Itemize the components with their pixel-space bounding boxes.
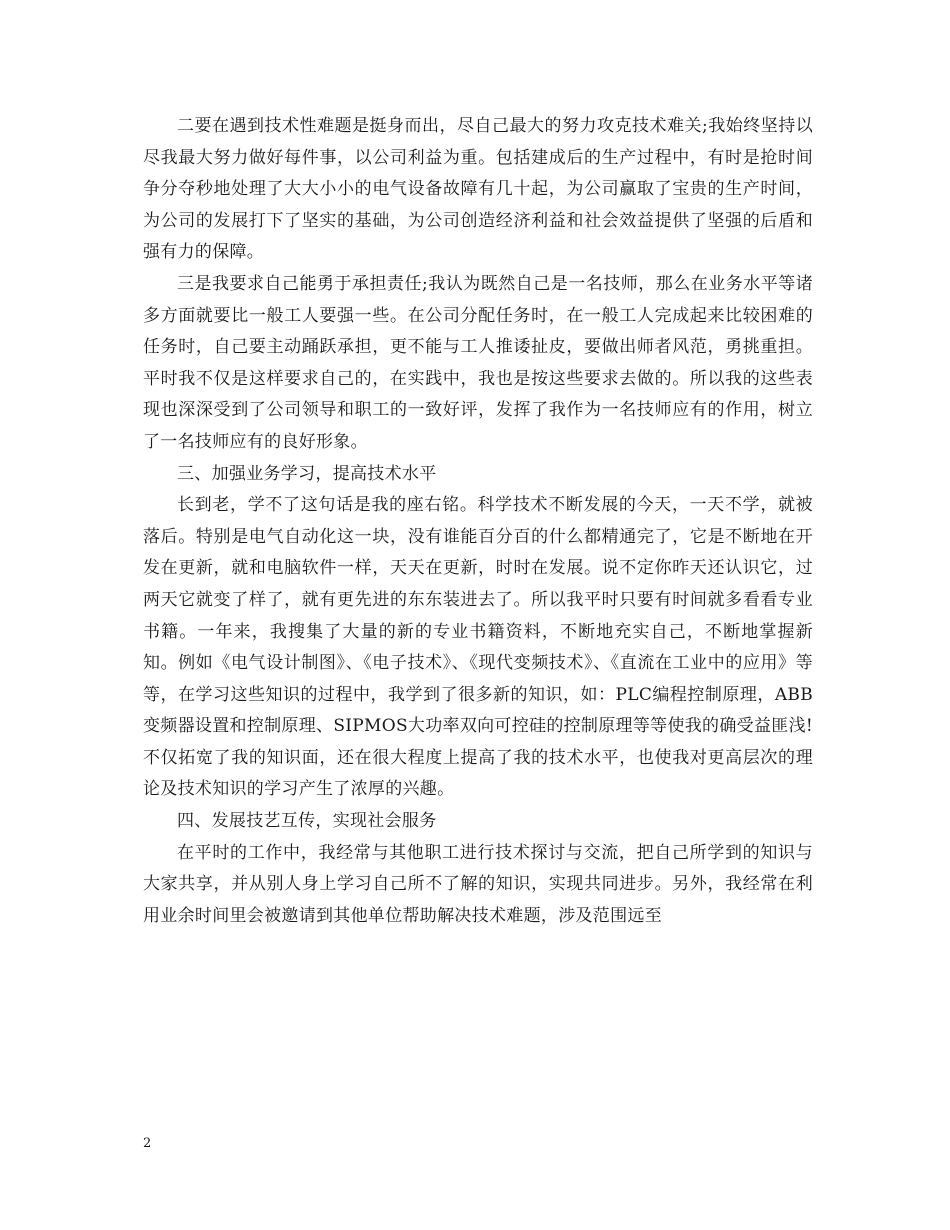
page-number: 2 xyxy=(143,1136,152,1151)
section-heading-social-service: 四、发展技艺互传，实现社会服务 xyxy=(177,811,437,832)
section-heading-study: 三、加强业务学习，提高技术水平 xyxy=(177,463,437,484)
document-body xyxy=(143,111,813,932)
paragraph-responsibility: 三是我要求自己能勇于承担责任;我认为既然自己是一名技师，那么在业务水平等诸多方面就要比一般工人要强一些。在公司分配任务时，在一般工人完成起来比较困难的任务时，自己要主动踊跃承担，更不能与工人推诿扯皮，要做出师者风范，勇挑重担。平时我不仅是这样要求自己的，在实践中，我也是按这些要求去做的。所以我的这些表现也深深受到了公司领导和职工的一致好评，发挥了我作为一名技师应有的作用，树立了一名技师应有的良好形象。 xyxy=(143,273,813,452)
paragraph-technical-problems: 二要在遇到技术性难题是挺身而出，尽自己最大的努力攻克技术难关;我始终坚持以尽我最大努力做好每件事，以公司利益为重。包括建成后的生产过程中，有时是抢时间争分夺秒地处理了大大小小的电气设备故障有几十起，为公司赢取了宝贵的生产时间，为公司的发展打下了坚实的基础，为公司创造经济利益和社会效益提供了坚强的后盾和强有力的保障。 xyxy=(143,116,813,263)
paragraph-knowledge-sharing: 在平时的工作中，我经常与其他职工进行技术探讨与交流，把自己所学到的知识与大家共享，并从别人身上学习自己所不了解的知识，实现共同进步。另外，我经常在利用业余时间里会被邀请到其他单位帮助解决技术难题，涉及范围远至 xyxy=(143,842,813,926)
paragraph-lifelong-learning: 长到老，学不了这句话是我的座右铭。科学技术不断发展的今天，一天不学，就被落后。特别是电气自动化这一块，没有谁能百分百的什么都精通完了，它是不断地在开发在更新，就和电脑软件一样，天天在更新，时时在发展。说不定你昨天还认识它，过两天它就变了样了，就有更先进的东东装进去了。所以我平时只要有时间就多看看专业书籍。一年来，我搜集了大量的新的专业书籍资料，不断地充实自己，不断地掌握新知。例如《电气设计制图》、《电子技术》、《现代变频技术》、《直流在工业中的应用》等等，在学习这些知识的过程中，我学到了很多新的知识，如：PLC编程控制原理，ABB变频器设置和控制原理、SIPMOS大功率双向可控硅的控制原理等等使我的确受益匪浅!不仅拓宽了我的知识面，还在很大程度上提高了我的技术水平，也使我对更高层次的理论及技术知识的学习产生了浓厚的兴趣。 xyxy=(143,495,813,800)
